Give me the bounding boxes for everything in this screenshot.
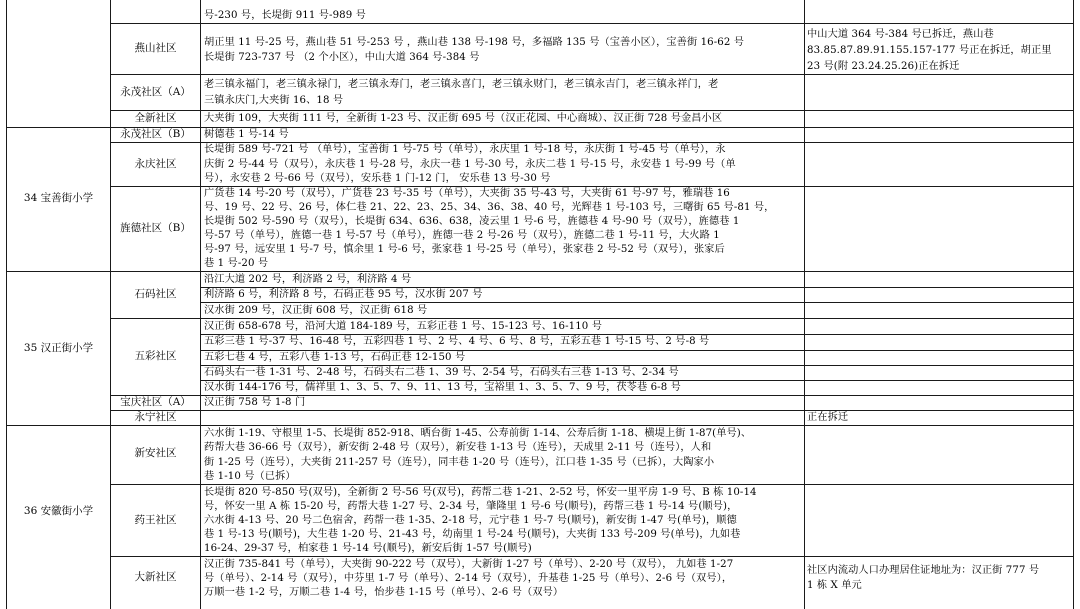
- note-line: 23 号(附 23.24.25.26)正在拆迁: [807, 61, 960, 72]
- address-line: 石码头右一巷 1-31 号、2-48 号，石码头右二巷 1、39 号、2-54 号，石码头右三巷 1-13 号、2-34 号: [204, 367, 679, 378]
- address-line: 号（单号）、2-14 号（双号），中芬里 1-7 号（单号）、2-14 号（双号），升基巷 1-25 号（单号）、2-6 号（双号），: [204, 573, 733, 584]
- address-line: 六水街 4-13 号、20 号二色宿舍，药帮一巷 1-35、2-18 号，元宁巷 1 号-7 号(顺号)，新安街 1-47 号(单号)，顺德: [204, 515, 737, 526]
- address-line: 庆街 2 号-44 号（双号），永庆巷 1 号-28 号，永庆一巷 1 号-30 号，永庆二巷 1 号-15 号，永安巷 1 号-99 号（单: [204, 159, 736, 170]
- school-name: 34 宝善街小学: [23, 192, 94, 204]
- community-name: 五彩社区: [134, 350, 177, 362]
- address-line: 六水街 1-19、守根里 1-5、长堤街 852-918、晒台街 1-45、公寿前街 1-14、公寿后街 1-18、横堤上街 1-87(单号)、: [204, 428, 752, 439]
- row-divider: [110, 410, 1074, 411]
- address-line: 号，怀安一里 A 栋 15-20 号，药帮大巷 1-27 号、2-34 号，肇隆里 1 号-6 号(顺号)，药帮三巷 1 号-14 号(顺号)，: [204, 501, 738, 512]
- community-name: 全新社区: [134, 112, 177, 124]
- address-line: 长堤街 820 号-850 号(双号)，全新街 2 号-56 号(双号)，药帮二巷 1-21、2-52 号，怀安一里平房 1-9 号、B 栋 10-14: [204, 487, 757, 498]
- address-line: 汉水街 144-176 号，儒祥里 1、3、5、7、9、11、13 号，宝裕里 1、3、5、7、9 号，茯苓巷 6-8 号: [204, 382, 681, 393]
- row-divider: [110, 23, 1074, 24]
- address-line: 胡正里 11 号-25 号，燕山巷 51 号-253 号 ，燕山巷 138 号-198 号，多福路 135 号（宝善小区），宝善街 16-62 号: [204, 37, 745, 48]
- address-line: 汉水街 209 号，汉正街 608 号，汉正街 618 号: [204, 305, 428, 316]
- community-name: 永茂社区（A）: [120, 86, 191, 98]
- address-line: 长堤街 723-737 号 （2 个小区），中山大道 364 号-384 号: [204, 52, 480, 63]
- table-border-right: [1073, 0, 1074, 609]
- address-line: 号），永安巷 2 号-66 号（双号），安乐巷 1 门-12 门， 安乐巷 13 号-30 号: [204, 173, 551, 184]
- note-line: 83.85.87.89.91.155.157-177 号正在拆迁，胡正里: [807, 45, 1052, 56]
- address-line: 汉正街 758 号 1-8 门: [204, 397, 306, 408]
- address-line: 号-97 号，远安里 1 号-7 号，慎余里 1 号-6 号，张家巷 1 号-25 号（单号），张家巷 2 号-52 号（双号），张家后: [204, 244, 725, 255]
- note-line: 中山大道 364 号-384 号已拆迁，燕山巷: [807, 29, 994, 40]
- school-name: 35 汉正街小学: [23, 342, 94, 354]
- address-line: 利济路 6 号，利济路 8 号，石码正巷 95 号，汉水街 207 号: [204, 289, 483, 300]
- school-name: 36 安徽街小学: [23, 505, 94, 517]
- address-line: 巷 1 号-20 号: [204, 258, 269, 269]
- address-line: 巷 1 号-13 号(顺号)，大生巷 1-20 号、21-43 号，幼南里 1 号-24 号(顺号)，大夹街 133 号-209 号(单号)，九如巷: [204, 529, 741, 540]
- community-name: 燕山社区: [134, 42, 177, 54]
- address-line: 长堤街 502 号-590 号（双号），长堤街 634、636、638，凌云里 1 号-6 号，旌德巷 4 号-90 号（双号），旌德巷 1: [204, 216, 740, 227]
- community-name: 永茂社区（B）: [120, 128, 191, 140]
- address-line: 号、19 号、22 号、26 号，体仁巷 21、22、23、25、34、36、38、40 号，光辉巷 1 号-103 号，三曙街 65 号-81 号，: [204, 202, 775, 213]
- community-name: 药王社区: [134, 514, 177, 526]
- address-line: 药帮大巷 36-66 号（双号），新安街 2-48 号（双号），新安巷 1-13 号（连号），天成里 2-11 号（连号），人和: [204, 442, 712, 453]
- community-name: 新安社区: [134, 447, 177, 459]
- address-line: 巷 1-10 号（已拆）: [204, 471, 296, 482]
- address-line: 号-57 号（单号），旌德一巷 1 号-57 号（单号），旌德一巷 2 号-26 号（双号），旌德二巷 1 号-11 号，大火路 1: [204, 230, 720, 241]
- address-line: 汉正街 735-841 号（单号），大夹街 90-222 号（双号），大新街 1-27 号（单号）、2-20 号（双号）， 九如巷 1-27: [204, 559, 734, 570]
- community-name: 宝庆社区（A）: [120, 396, 191, 408]
- community-name: 石码社区: [134, 288, 177, 300]
- address-line: 万顺一巷 1-2 号，万顺二巷 1-4 号，怡步巷 1-15 号（单号）、2-6 号（双号）: [204, 587, 564, 598]
- row-divider: [110, 74, 1074, 75]
- note-line: 1 栋 X 单元: [807, 580, 862, 591]
- community-name: 旌德社区（B）: [120, 222, 191, 234]
- school-divider: [6, 271, 1074, 272]
- address-line: 五彩三巷 1 号-37 号、16-48 号，五彩四巷 1 号、2 号、4 号、6 号、8 号，五彩五巷 1 号-15 号、2 号-8 号: [204, 336, 710, 347]
- address-line: 号-230 号，长堤街 911 号-989 号: [204, 10, 366, 21]
- address-line: 16-24、29-37 号，柏家巷 1 号-14 号(顺号)，新安后街 1-57 号(顺号): [204, 543, 532, 554]
- community-name: 永庆社区: [134, 158, 177, 170]
- address-line: 三镇永庆门,大夹街 16、18 号: [204, 95, 344, 106]
- community-name: 大新社区: [134, 571, 177, 583]
- column-divider-community: [200, 0, 201, 609]
- address-line: 沿江大道 202 号，利济路 2 号，利济路 4 号: [204, 274, 412, 285]
- address-line: 老三镇永福门，老三镇永禄门，老三镇永寿门，老三镇永喜门，老三镇永财门，老三镇永吉门，老三镇永祥门，老: [204, 79, 719, 90]
- community-name: 永宁社区: [134, 411, 177, 423]
- note-line: 社区内流动人口办理居住证地址为：汉正街 777 号: [807, 565, 1040, 576]
- address-line: 街 1-25 号（连号），大夹街 211-257 号（连号），同丰巷 1-20 号（连号），江口巷 1-35 号（已拆），大陶家小: [204, 457, 715, 468]
- address-line: 长堤街 589 号-721 号 （单号），宝善街 1 号-75 号（单号），永庆里 1 号-18 号，永庆街 1 号-45 号（单号），永: [204, 144, 726, 155]
- column-divider-address: [804, 0, 805, 609]
- note-line: 正在拆迁: [807, 412, 849, 423]
- address-line: 树德巷 1 号-14 号: [204, 129, 289, 140]
- address-line: 五彩七巷 4 号，五彩八巷 1-13 号，石码正巷 12-150 号: [204, 352, 466, 363]
- address-line: 广货巷 14 号-20 号（双号），广货巷 23 号-35 号（单号），大夹街 35 号-43 号，大夹街 61 号-97 号，雅瑞巷 16: [204, 188, 730, 199]
- address-line: 大夹街 109，大夹街 111 号，全新街 1-23 号、汉正街 695 号（汉正花园、中心商城）、汉正街 728 号金昌小区: [204, 113, 723, 124]
- address-line: 汉正街 658-678 号，沿河大道 184-189 号，五彩正巷 1 号、15-123 号、16-110 号: [204, 321, 602, 332]
